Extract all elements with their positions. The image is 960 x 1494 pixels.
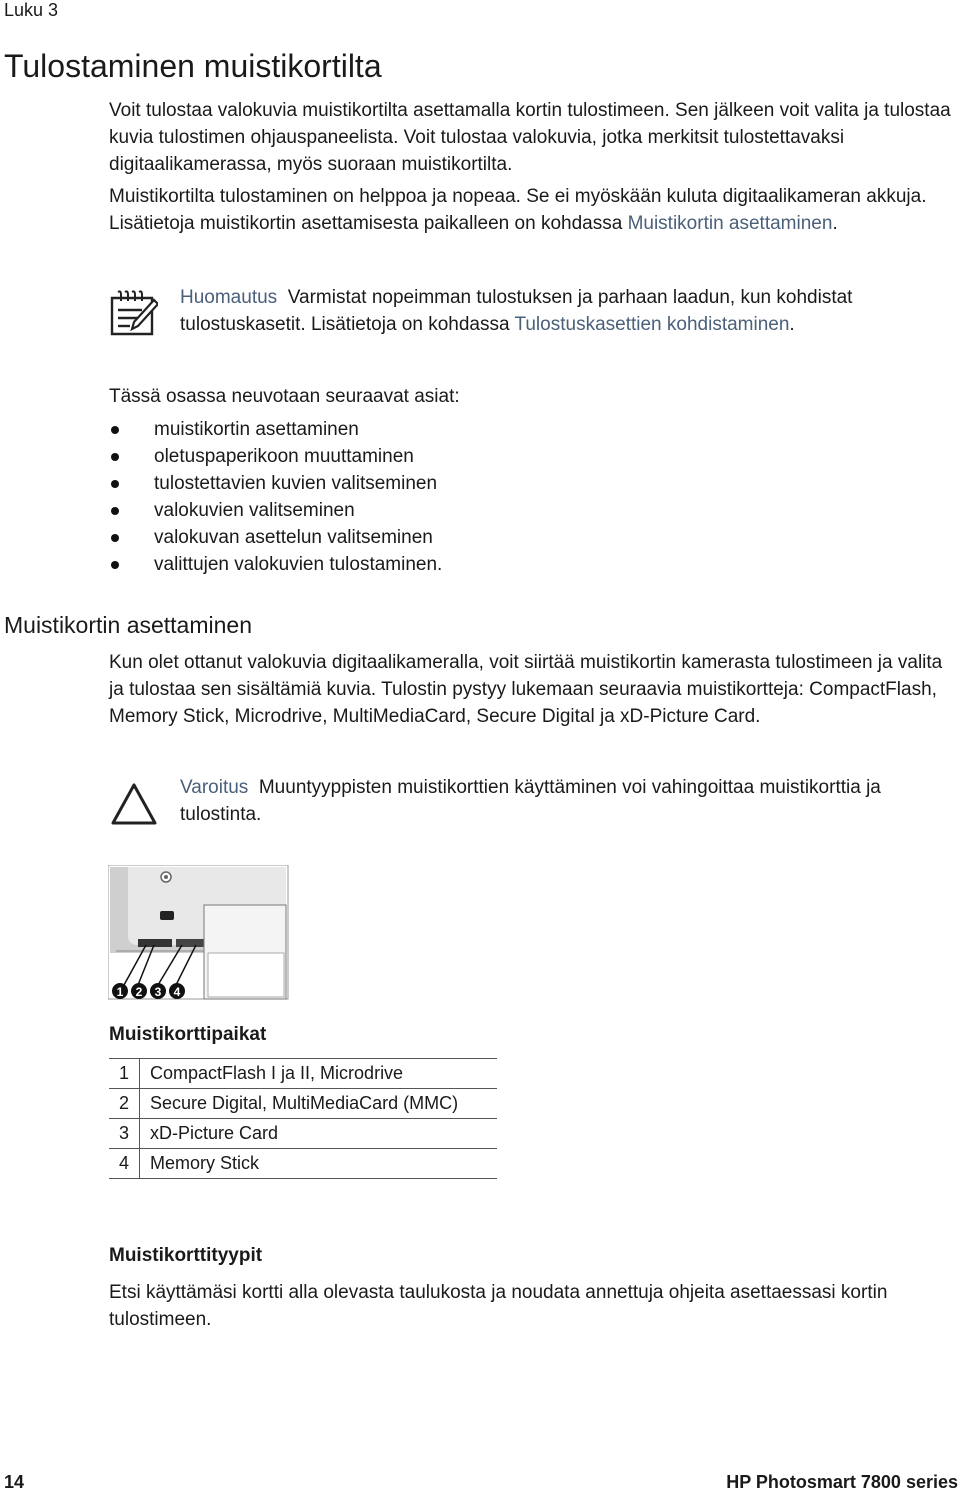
list-item: muistikortin asettaminen bbox=[109, 416, 442, 443]
benefit-text: Muistikortilta tulostaminen on helppoa ja nopeaa. Se ei myöskään kuluta digitaalikameran akkuja. Lisätietoja muistikortin asettamisesta paikalleen on kohdassa bbox=[109, 186, 927, 234]
table-row bbox=[109, 1059, 497, 1089]
list-item: valittujen valokuvien tulostaminen. bbox=[109, 551, 442, 578]
slots-table bbox=[109, 1058, 497, 1179]
warning-label: Varoitus bbox=[180, 777, 249, 798]
table-row bbox=[109, 1149, 497, 1179]
warning-icon bbox=[110, 782, 158, 831]
types-paragraph: Etsi käyttämäsi kortti alla olevasta taulukosta ja noudata annettuja ohjeita asettaessasi kortin tulostimeen. bbox=[109, 1282, 888, 1330]
note-text: Varmistat nopeimman tulostuksen ja parhaan laadun, kun kohdistat tulostuskasetit. Lisätietoja on kohdassa bbox=[180, 287, 853, 335]
slot-number: 4 bbox=[109, 1149, 140, 1179]
topics-intro: Tässä osassa neuvotaan seuraavat asiat: bbox=[109, 386, 460, 407]
warning-block bbox=[180, 774, 950, 828]
link-align-cartridges[interactable]: Tulostuskasettien kohdistaminen bbox=[514, 314, 790, 335]
slot-number: 2 bbox=[109, 1089, 140, 1119]
product-name: HP Photosmart 7800 series bbox=[726, 1472, 958, 1492]
section-paragraph: Kun olet ottanut valokuvia digitaalikameralla, voit siirtää muistikortin kamerasta tulostimeen ja valita ja tulostaa sen sisältämiä kuvia. Tulostin pystyy lukemaan seuraavia muistikortteja: CompactFlash, Memory Stick, Microdrive, MultiMediaCard, Secure Digital ja xD-Picture Card. bbox=[109, 652, 943, 727]
callout-1: 1 bbox=[116, 985, 124, 999]
topics-list bbox=[109, 416, 442, 578]
page-number: 14 bbox=[4, 1472, 25, 1492]
note-icon bbox=[108, 288, 158, 343]
intro-paragraph: Voit tulostaa valokuvia muistikortilta asettamalla kortin tulostimeen. Sen jälkeen voit valita ja tulostaa kuvia tulostimen ohjauspaneelista. Voit tulostaa valokuvia, jotka merkitsit tulostettavaksi digitaalikamerassa, myös suoraan muistikortilta. bbox=[109, 100, 951, 175]
slot-description: Secure Digital, MultiMediaCard (MMC) bbox=[140, 1089, 498, 1119]
slot-number: 1 bbox=[109, 1059, 140, 1089]
note-end: . bbox=[789, 314, 795, 335]
slot-description: Memory Stick bbox=[140, 1149, 498, 1179]
note-label: Huomautus bbox=[180, 287, 278, 308]
slot-description: xD-Picture Card bbox=[140, 1119, 498, 1149]
table-row bbox=[109, 1119, 497, 1149]
slot-description: CompactFlash I ja II, Microdrive bbox=[140, 1059, 498, 1089]
slots-heading: Muistikorttipaikat bbox=[109, 1024, 267, 1045]
list-item: valokuvien valitseminen bbox=[109, 497, 442, 524]
callout-4: 4 bbox=[173, 985, 181, 999]
types-heading: Muistikorttityypit bbox=[109, 1245, 263, 1266]
warning-text: Muuntyyppisten muistikorttien käyttäminen voi vahingoittaa muistikorttia ja tulostinta. bbox=[180, 777, 881, 825]
table-row bbox=[109, 1089, 497, 1119]
list-item: valokuvan asettelun valitseminen bbox=[109, 524, 442, 551]
note-block bbox=[180, 284, 950, 338]
link-insert-card[interactable]: Muistikortin asettaminen bbox=[627, 213, 833, 234]
benefit-end: . bbox=[832, 213, 838, 234]
list-item: oletuspaperikoon muuttaminen bbox=[109, 443, 442, 470]
benefit-paragraph bbox=[109, 183, 959, 237]
callout-3: 3 bbox=[154, 985, 162, 999]
printer-illustration bbox=[108, 865, 290, 1006]
slot-number: 3 bbox=[109, 1119, 140, 1149]
list-item: tulostettavien kuvien valitseminen bbox=[109, 470, 442, 497]
chapter-label: Luku 3 bbox=[4, 0, 59, 20]
callout-2: 2 bbox=[135, 985, 143, 999]
section-heading: Muistikortin asettaminen bbox=[4, 612, 252, 638]
page-title: Tulostaminen muistikortilta bbox=[4, 48, 382, 84]
